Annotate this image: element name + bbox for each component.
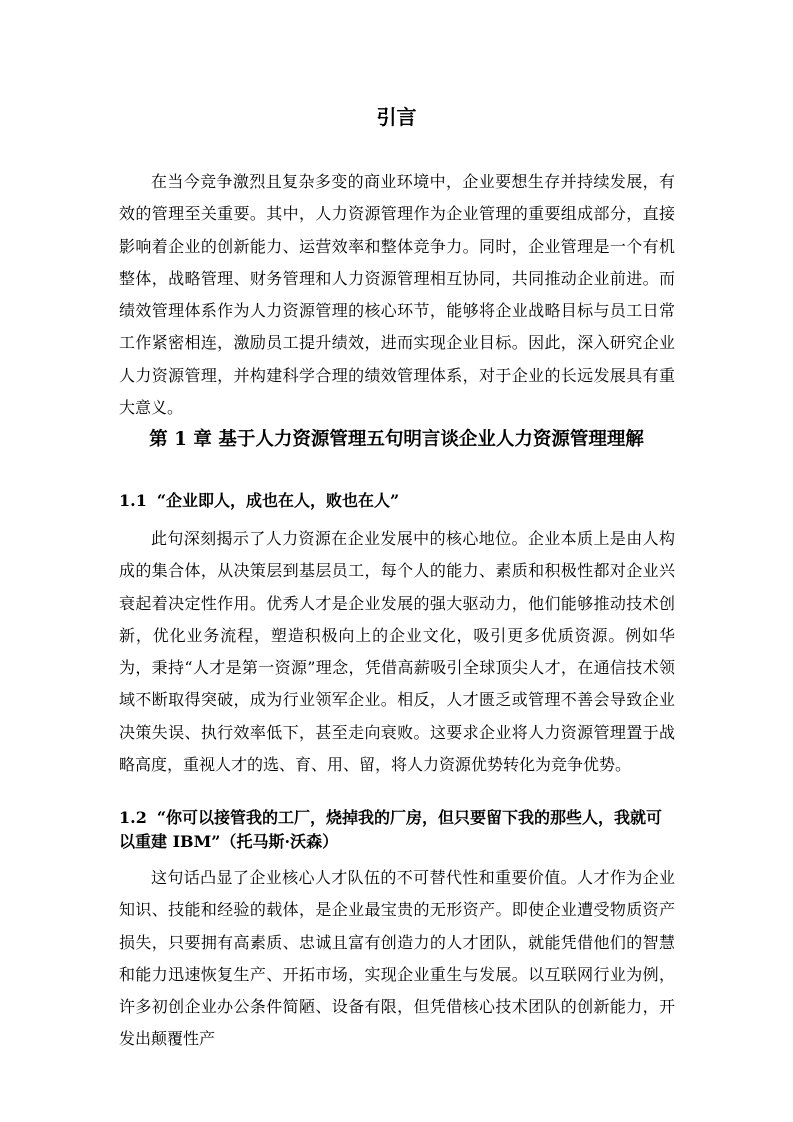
section-1-2-paragraph: 这句话凸显了企业核心人才队伍的不可替代性和重要价值。人才作为企业知识、技能和经验的载体，是企业最宝贵的无形资产。即使企业遭受物质资产损失，只要拥有高素质、忠诚且富有创造力的人才团队，就能凭借他们的智慧和能力迅速恢复生产、开拓市场，实现企业重生与发展。以互联网行业为例，许多初创企业办公条件简陋、设备有限，但凭借核心技术团队的创新能力，开发出颠覆性产: [119, 868, 675, 1049]
intro-heading: 引言: [376, 105, 417, 129]
section-1-2-heading: [119, 806, 675, 854]
section-1-2-title: “你可以接管我的工厂，烧掉我的厂房，但只要留下我的那些人，我就可以重建 IBM”（托马斯·沃森）: [119, 808, 663, 851]
section-1-1-heading: [119, 489, 675, 513]
section-1-1-paragraph: 此句深刻揭示了人力资源在企业发展中的核心地位。企业本质上是由人构成的集合体，从决策层到基层员工，每个人的能力、素质和积极性都对企业兴衰起着决定性作用。优秀人才是企业发展的强大驱动力，他们能够推动技术创新，优化业务流程，塑造积极向上的企业文化，吸引更多优质资源。例如华为，秉持“人才是第一资源”理念，凭借高薪吸引全球顶尖人才，在通信技术领域不断取得突破，成为行业领军企业。相反，人才匮乏或管理不善会导致企业决策失误、执行效率低下，甚至走向衰败。这要求企业将人力资源管理置于战略高度，重视人才的选、育、用、留，将人力资源优势转化为竞争优势。: [119, 529, 675, 775]
section-1-2-number: 1.2: [119, 808, 147, 827]
section-1-1-number: 1.1: [119, 491, 147, 510]
intro-paragraph: 在当今竞争激烈且复杂多变的商业环境中，企业要想生存并持续发展，有效的管理至关重要。其中，人力资源管理作为企业管理的重要组成部分，直接影响着企业的创新能力、运营效率和整体竞争力。同时，企业管理是一个有机整体，战略管理、财务管理和人力资源管理相互协同，共同推动企业前进。而绩效管理体系作为人力资源管理的核心环节，能够将企业战略目标与员工日常工作紧密相连，激励员工提升绩效，进而实现企业目标。因此，深入研究企业人力资源管理，并构建科学合理的绩效管理体系，对于企业的长远发展具有重大意义。: [119, 172, 675, 418]
section-1-1-title: “企业即人，成也在人，败也在人”: [156, 491, 400, 510]
chapter-1-heading: 第 1 章 基于人力资源管理五句明言谈企业人力资源管理理解: [149, 429, 644, 450]
